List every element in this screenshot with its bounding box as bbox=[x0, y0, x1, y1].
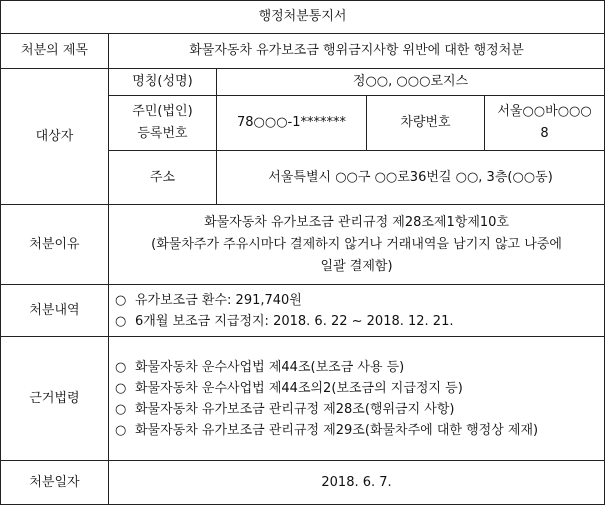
vehicle-value bbox=[485, 96, 605, 151]
basis-label: 근거법령 bbox=[1, 337, 109, 461]
list-item bbox=[115, 357, 598, 378]
registration-value: 78○○○-1******* bbox=[217, 96, 367, 151]
basis-item-text: 화물자동차 유가보조금 관리규정 제28조(행위금지 사항) bbox=[135, 401, 455, 417]
reason-line3: 일괄 결제함) bbox=[320, 258, 393, 274]
list-item bbox=[115, 420, 598, 441]
basis-item-text: 화물자동차 운수사업법 제44조(보조금 사용 등) bbox=[135, 359, 405, 375]
circle-bullet-icon: ○ bbox=[115, 401, 127, 417]
address-value: 서울특별시 ○○구 ○○로36번길 ○○, 3층(○○동) bbox=[217, 151, 605, 205]
name-value: 정○○, ○○○로지스 bbox=[217, 69, 605, 96]
details-item-text: 6개월 보조금 지급정지: 2018. 6. 22 ~ 2018. 12. 21. bbox=[135, 313, 454, 329]
details-label: 처분내역 bbox=[1, 285, 109, 337]
circle-bullet-icon: ○ bbox=[115, 380, 127, 396]
basis-list bbox=[109, 337, 605, 461]
reason-label: 처분이유 bbox=[1, 205, 109, 285]
list-item bbox=[115, 311, 598, 332]
date-value: 2018. 6. 7. bbox=[109, 461, 605, 505]
registration-label-line1: 주민(법인) bbox=[132, 104, 193, 119]
list-item bbox=[115, 378, 598, 399]
list-item bbox=[115, 290, 598, 311]
circle-bullet-icon: ○ bbox=[115, 292, 127, 308]
reason-line2: (화물차주가 주유시마다 결제하지 않거나 거래내역을 남기지 않고 나중에 bbox=[151, 236, 562, 252]
subject-label: 처분의 제목 bbox=[1, 34, 109, 69]
circle-bullet-icon: ○ bbox=[115, 422, 127, 438]
name-label: 명칭(성명) bbox=[109, 69, 217, 96]
address-label: 주소 bbox=[109, 151, 217, 205]
target-label: 대상자 bbox=[1, 69, 109, 205]
registration-label-line2: 등록번호 bbox=[137, 126, 188, 141]
reason-line1: 화물자동차 유가보조금 관리규정 제28조제1항제10호 bbox=[204, 214, 509, 230]
list-item bbox=[115, 399, 598, 420]
vehicle-value-line2: 8 bbox=[540, 126, 549, 141]
details-list bbox=[109, 285, 605, 337]
details-item-text: 유가보조금 환수: 291,740원 bbox=[135, 292, 302, 308]
subject-value: 화물자동차 유가보조금 행위금지사항 위반에 대한 행정처분 bbox=[109, 34, 605, 69]
circle-bullet-icon: ○ bbox=[115, 313, 127, 329]
basis-item-text: 화물자동차 운수사업법 제44조의2(보조금의 지급정지 등) bbox=[135, 380, 463, 396]
reason-value bbox=[109, 205, 605, 285]
vehicle-label: 차량번호 bbox=[367, 96, 485, 151]
circle-bullet-icon: ○ bbox=[115, 359, 127, 375]
date-label: 처분일자 bbox=[1, 461, 109, 505]
vehicle-value-line1: 서울○○바○○○ bbox=[497, 104, 592, 119]
basis-item-text: 화물자동차 유가보조금 관리규정 제29조(화물차주에 대한 행정상 제재) bbox=[135, 422, 539, 438]
registration-label bbox=[109, 96, 217, 151]
document-title: 행정처분통지서 bbox=[1, 1, 605, 34]
